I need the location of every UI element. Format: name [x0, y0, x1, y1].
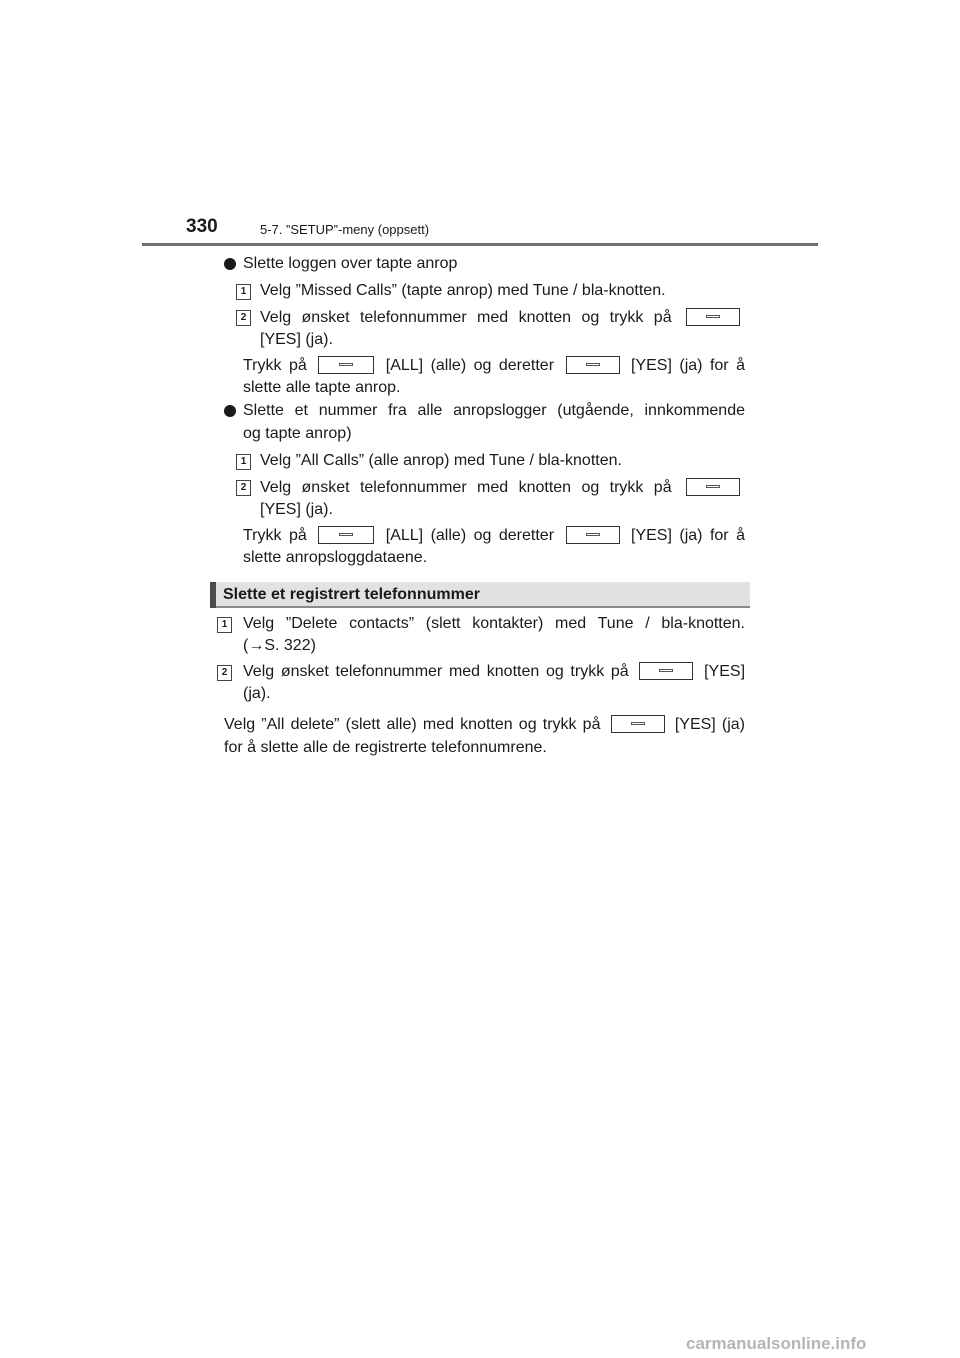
step-text-continued: [YES] (ja). [260, 501, 333, 518]
note-segment: [ALL] (alle) og deretter [385, 527, 555, 544]
tune-button-icon [639, 662, 693, 680]
tune-button-icon [566, 356, 620, 374]
step-text: Velg ”Delete contacts” (slett kontakter) med Tune / bla-knotten. [243, 615, 745, 632]
note-segment: [YES] (ja) [674, 716, 746, 733]
tune-button-icon [686, 478, 740, 496]
step-text-segment: Velg ønsket telefonnummer med knotten og trykk på [243, 663, 629, 680]
step-text [260, 478, 744, 498]
bullet-icon [224, 258, 236, 270]
step-number-icon: 1 [236, 284, 251, 300]
note-text-continued: slette anropsloggdataene. [243, 549, 428, 566]
tune-button-icon [318, 526, 374, 544]
note-segment: Trykk på [243, 357, 307, 374]
step-number-icon: 1 [236, 454, 251, 470]
step-number-icon: 2 [217, 665, 232, 681]
note-text [243, 526, 745, 546]
note-segment: Trykk på [243, 527, 307, 544]
step-text [243, 662, 745, 682]
tune-button-icon [611, 715, 665, 733]
note-text-continued: for å slette alle de registrerte telefonnumrene. [224, 739, 547, 756]
note-segment: [YES] (ja) for å [631, 527, 746, 544]
step-text [260, 308, 744, 328]
step-text-segment: [YES] [704, 663, 746, 680]
step-text-continued: (ja). [243, 685, 271, 702]
step-text-segment: Velg ønsket telefonnummer med knotten og trykk på [260, 309, 672, 326]
bullet-title-missed-calls: Slette loggen over tapte anrop [243, 255, 458, 272]
footer-watermark: carmanualsonline.info [686, 1334, 867, 1353]
header-rule [142, 243, 818, 246]
note-segment: [ALL] (alle) og deretter [385, 357, 555, 374]
note-text [243, 356, 745, 376]
step-text: Velg ”Missed Calls” (tapte anrop) med Tune / bla-knotten. [260, 282, 666, 299]
note-text-continued: slette alle tapte anrop. [243, 379, 401, 396]
bullet-title-continued: og tapte anrop) [243, 425, 352, 442]
note-text [224, 715, 745, 735]
section-heading-accent [210, 582, 216, 608]
note-segment: Velg ”All delete” (slett alle) med knotten og trykk på [224, 716, 601, 733]
section-heading-band [210, 582, 750, 608]
tune-button-icon [686, 308, 740, 326]
bullet-title-all-logs: Slette et nummer fra alle anropslogger (utgående, innkommende [243, 402, 745, 419]
step-number-icon: 1 [217, 617, 232, 633]
step-text-segment: Velg ønsket telefonnummer med knotten og trykk på [260, 479, 672, 496]
step-number-icon: 2 [236, 310, 251, 326]
tune-button-icon [566, 526, 620, 544]
step-number-icon: 2 [236, 480, 251, 496]
step-text-continued: [YES] (ja). [260, 331, 333, 348]
section-heading: Slette et registrert telefonnummer [223, 586, 480, 603]
section-title: 5-7. ”SETUP”-meny (oppsett) [260, 222, 430, 237]
page-number: 330 [186, 216, 218, 237]
step-text: Velg ”All Calls” (alle anrop) med Tune / bla-knotten. [260, 452, 622, 469]
note-segment: [YES] (ja) for å [631, 357, 746, 374]
step-text-continued: (→S. 322) [243, 637, 316, 654]
tune-button-icon [318, 356, 374, 374]
bullet-icon [224, 405, 236, 417]
